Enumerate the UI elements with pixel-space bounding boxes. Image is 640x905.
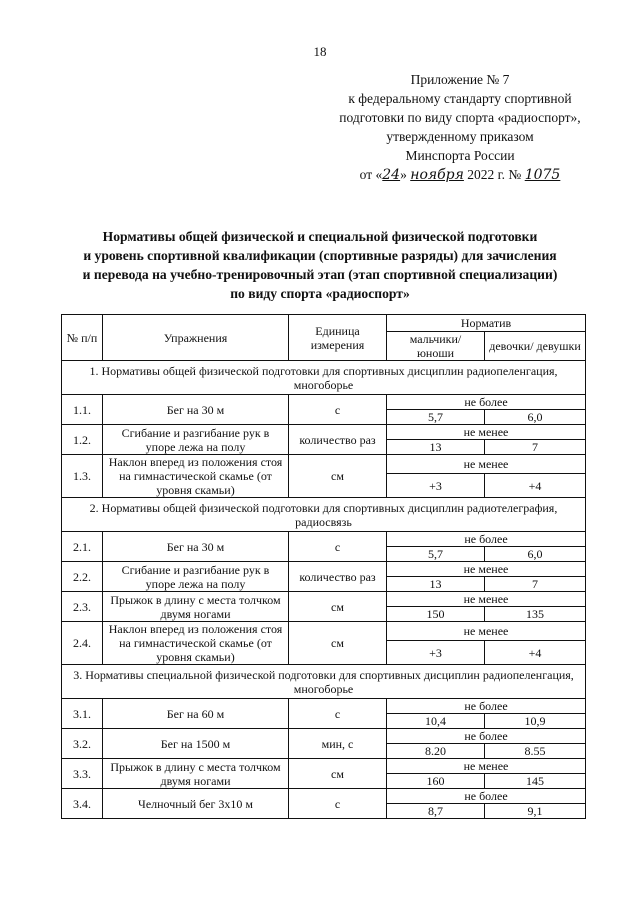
section-title: 1. Нормативы общей физической подготовки для спортивных дисциплин радиопеленгация, многоборье xyxy=(62,361,586,395)
norm-condition: не менее xyxy=(387,622,586,641)
appendix-line: подготовки по виду спорта «радиоспорт», xyxy=(339,110,581,125)
document-title xyxy=(40,227,600,303)
norm-condition: не менее xyxy=(387,759,586,774)
boys-value: 5,7 xyxy=(387,547,485,562)
appendix-line: Приложение № 7 xyxy=(410,72,510,87)
year-suffix: 2022 г. № xyxy=(467,167,522,182)
boys-value: 10,4 xyxy=(387,714,485,729)
girls-value: 6,0 xyxy=(485,547,586,562)
boys-value: 5,7 xyxy=(387,410,485,425)
unit-cell: с xyxy=(289,789,387,819)
girls-value: 10,9 xyxy=(485,714,586,729)
boys-value: 13 xyxy=(387,577,485,592)
header-norm: Норматив xyxy=(387,315,586,332)
unit-cell: мин, с xyxy=(289,729,387,759)
girls-value: 7 xyxy=(485,440,586,455)
table-row xyxy=(62,425,586,440)
boys-value: +3 xyxy=(387,474,485,498)
unit-cell: см xyxy=(289,622,387,665)
exercise-name: Бег на 30 м xyxy=(103,532,289,562)
unit-cell: с xyxy=(289,699,387,729)
table-row xyxy=(62,622,586,641)
row-number: 1.3. xyxy=(62,455,103,498)
date-mid: » xyxy=(400,167,407,182)
exercise-name: Сгибание и разгибание рук в упоре лежа на полу xyxy=(103,562,289,592)
row-number: 2.1. xyxy=(62,532,103,562)
row-number: 2.2. xyxy=(62,562,103,592)
row-number: 3.2. xyxy=(62,729,103,759)
girls-value: 9,1 xyxy=(485,804,586,819)
norm-condition: не менее xyxy=(387,425,586,440)
row-number: 1.1. xyxy=(62,395,103,425)
norm-condition: не менее xyxy=(387,592,586,607)
exercise-name: Бег на 60 м xyxy=(103,699,289,729)
boys-value: 8,7 xyxy=(387,804,485,819)
row-number: 3.1. xyxy=(62,699,103,729)
girls-value: +4 xyxy=(485,641,586,665)
exercise-name: Прыжок в длину с места толчком двумя ногами xyxy=(103,759,289,789)
norm-condition: не менее xyxy=(387,562,586,577)
table-row xyxy=(62,699,586,714)
table-row xyxy=(62,455,586,474)
page-number: 18 xyxy=(313,44,327,59)
boys-value: 160 xyxy=(387,774,485,789)
section-title: 3. Нормативы специальной физической подготовки для спортивных дисциплин радиопеленгация, многоборье xyxy=(62,665,586,699)
table-row xyxy=(62,759,586,774)
handwritten-order-number: 1075 xyxy=(524,167,561,183)
unit-cell: см xyxy=(289,455,387,498)
boys-value: 150 xyxy=(387,607,485,622)
unit-cell: количество раз xyxy=(289,562,387,592)
exercise-name: Наклон вперед из положения стоя на гимнастической скамье (от уровня скамьи) xyxy=(103,455,289,498)
title-line: Нормативы общей физической и специальной физической подготовки xyxy=(102,229,538,244)
order-date-line xyxy=(300,165,620,185)
row-number: 2.4. xyxy=(62,622,103,665)
table-row xyxy=(62,789,586,804)
title-line: и уровень спортивной квалификации (спортивные разряды) для зачисления xyxy=(83,248,557,263)
table-row xyxy=(62,729,586,744)
appendix-line: Минспорта России xyxy=(405,148,515,163)
girls-value: 8.55 xyxy=(485,744,586,759)
unit-cell: с xyxy=(289,532,387,562)
exercise-name: Челночный бег 3x10 м xyxy=(103,789,289,819)
table-row xyxy=(62,532,586,547)
row-number: 1.2. xyxy=(62,425,103,455)
date-prefix: от « xyxy=(359,167,383,182)
table-row xyxy=(62,592,586,607)
handwritten-month: ноября xyxy=(410,167,464,183)
table-row xyxy=(62,562,586,577)
girls-value: 7 xyxy=(485,577,586,592)
boys-value: 8.20 xyxy=(387,744,485,759)
exercise-name: Прыжок в длину с места толчком двумя ногами xyxy=(103,592,289,622)
boys-value: +3 xyxy=(387,641,485,665)
header-exercise: Упражнения xyxy=(103,315,289,361)
handwritten-day: 24 xyxy=(382,167,401,183)
unit-cell: см xyxy=(289,759,387,789)
norm-condition: не менее xyxy=(387,455,586,474)
appendix-block xyxy=(300,70,620,185)
appendix-line: утвержденному приказом xyxy=(386,129,534,144)
unit-cell: см xyxy=(289,592,387,622)
exercise-name: Бег на 30 м xyxy=(103,395,289,425)
row-number: 2.3. xyxy=(62,592,103,622)
row-number: 3.4. xyxy=(62,789,103,819)
table-row xyxy=(62,395,586,410)
row-number: 3.3. xyxy=(62,759,103,789)
girls-value: 145 xyxy=(485,774,586,789)
exercise-name: Сгибание и разгибание рук в упоре лежа на полу xyxy=(103,425,289,455)
boys-value: 13 xyxy=(387,440,485,455)
girls-value: 6,0 xyxy=(485,410,586,425)
header-unit: Единица измерения xyxy=(289,315,387,361)
header-num: № п/п xyxy=(62,315,103,361)
girls-value: 135 xyxy=(485,607,586,622)
title-line: по виду спорта «радиоспорт» xyxy=(230,286,410,301)
standards-table xyxy=(61,314,586,819)
header-girls: девочки/ девушки xyxy=(485,332,586,361)
norm-condition: не более xyxy=(387,789,586,804)
norm-condition: не более xyxy=(387,699,586,714)
unit-cell: с xyxy=(289,395,387,425)
exercise-name: Наклон вперед из положения стоя на гимнастической скамье (от уровня скамьи) xyxy=(103,622,289,665)
exercise-name: Бег на 1500 м xyxy=(103,729,289,759)
unit-cell: количество раз xyxy=(289,425,387,455)
norm-condition: не более xyxy=(387,729,586,744)
norm-condition: не более xyxy=(387,532,586,547)
header-boys: мальчики/ юноши xyxy=(387,332,485,361)
title-line: и перевода на учебно-тренировочный этап (этап спортивной специализации) xyxy=(82,267,558,282)
girls-value: +4 xyxy=(485,474,586,498)
section-title: 2. Нормативы общей физической подготовки для спортивных дисциплин радиотелеграфия, радиосвязь xyxy=(62,498,586,532)
norm-condition: не более xyxy=(387,395,586,410)
appendix-line: к федеральному стандарту спортивной xyxy=(348,91,572,106)
